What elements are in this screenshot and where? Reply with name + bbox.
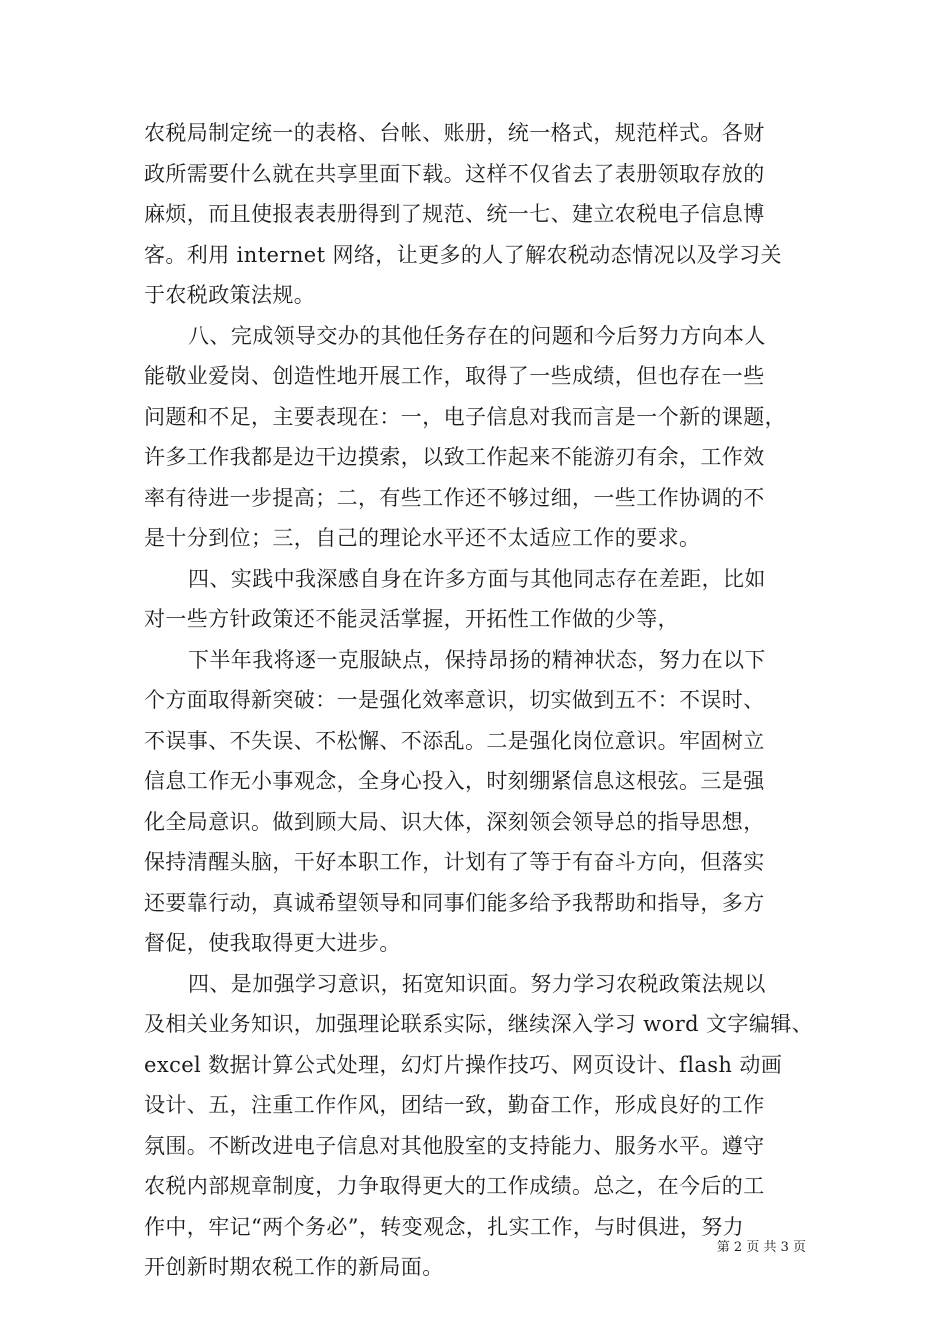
paragraph-start-line: 四、实践中我深感自身在许多方面与其他同志存在差距，比如 — [188, 566, 766, 591]
text-line: 率有待进一步提高；二，有些工作还不够过细，一些工作协调的不 — [144, 485, 765, 510]
text-line: 麻烦，而且使报表表册得到了规范、统一七、建立农税电子信息博 — [144, 202, 765, 226]
text-line: 不误事、不失误、不松懈、不添乱。二是强化岗位意识。牢固树立 — [144, 728, 765, 753]
text-line: 农税局制定统一的表格、台帐、账册，统一格式，规范样式。各财 — [144, 121, 765, 145]
text-line: 于农税政策法规。 — [144, 283, 316, 307]
text-line: excel 数据计算公式处理，幻灯片操作技巧、网页设计、flash 动画 — [144, 1052, 783, 1077]
text-line: 客。利用 internet 网络，让更多的人了解农税动态情况以及学习关 — [144, 242, 782, 267]
text-line: 还要靠行动，真诚希望领导和同事们能多给予我帮助和指导，多方 — [144, 890, 765, 915]
text-line: 是十分到位；三，自己的理论水平还不太适应工作的要求。 — [144, 526, 701, 550]
text-line: 化全局意识。做到顾大局、识大体，深刻领会领导总的指导思想， — [144, 809, 765, 834]
text-line: 氛围。不断改进电子信息对其他股室的支持能力、服务水平。遵守 — [144, 1133, 765, 1158]
text-line: 政所需要什么就在共享里面下载。这样不仅省去了表册领取存放的 — [144, 161, 765, 186]
text-line: 对一些方针政策还不能灵活掌握，开拓性工作做的少等， — [144, 607, 679, 631]
paragraph-start-line: 四、是加强学习意识，拓宽知识面。努力学习农税政策法规以 — [188, 971, 766, 996]
text-line: 个方面取得新突破：一是强化效率意识，切实做到五不：不误时、 — [144, 688, 765, 712]
text-line: 能敬业爱岗、创造性地开展工作，取得了一些成绩，但也存在一些 — [144, 364, 765, 388]
text-line: 农税内部规章制度，力争取得更大的工作成绩。总之，在今后的工 — [144, 1174, 765, 1198]
text-line: 许多工作我都是边干边摸索，以致工作起来不能游刃有余，工作效 — [144, 445, 765, 469]
page-number-footer: 第 2 页 共 3 页 — [716, 1240, 806, 1255]
text-line: 问题和不足，主要表现在：一，电子信息对我而言是一个新的课题， — [144, 404, 786, 429]
text-line: 设计、五，注重工作作风，团结一致，勤奋工作，形成良好的工作 — [144, 1093, 765, 1117]
body-text — [144, 113, 824, 1288]
text-line: 及相关业务知识，加强理论联系实际，继续深入学习 word 文字编辑、 — [144, 1012, 814, 1036]
text-line: 督促，使我取得更大进步。 — [144, 931, 401, 955]
text-line: 信息工作无小事观念，全身心投入，时刻绷紧信息这根弦。三是强 — [144, 769, 765, 793]
text-line: 保持清醒头脑，干好本职工作，计划有了等于有奋斗方向，但落实 — [144, 850, 765, 874]
text-line: 作中，牢记“两个务必”，转变观念，扎实工作，与时俱进，努力 — [144, 1214, 745, 1239]
paragraph-start-line: 八、完成领导交办的其他任务存在的问题和今后努力方向本人 — [188, 323, 766, 348]
text-line: 开创新时期农税工作的新局面。 — [144, 1255, 444, 1279]
paragraph-start-line: 下半年我将逐一克服缺点，保持昂扬的精神状态，努力在以下 — [188, 647, 766, 672]
